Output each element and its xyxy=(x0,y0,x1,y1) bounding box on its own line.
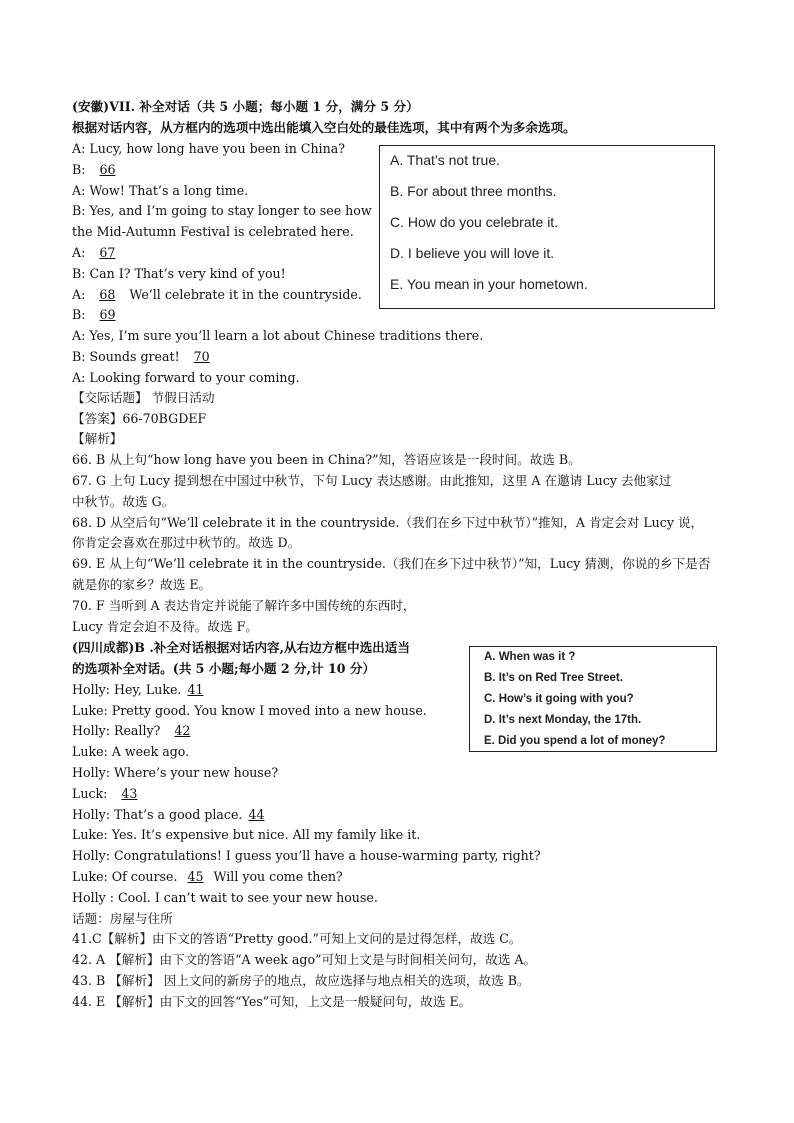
dialogue-line: the Mid-Autumn Festival is celebrated here. xyxy=(72,224,354,239)
option-b: B. For about three months. xyxy=(390,183,557,199)
answer-blank: 66 xyxy=(99,162,116,177)
analysis-line: 66. B 从上句“how long have you been in China?”知，答语应该是一段时间。故选 B。 xyxy=(72,452,581,467)
dialogue-line: Luke: Pretty good. You know I moved into a new house. xyxy=(72,703,427,718)
analysis-line: 67. G 上句 Lucy 提到想在中国过中秋节，下句 Lucy 表达感谢。由此推知，这里 A 在邀请 Lucy 去他家过 xyxy=(72,473,672,488)
options-box xyxy=(469,646,717,752)
analysis-line: 68. D 从空后句“We’ll celebrate it in the countryside.（我们在乡下过中秋节）”推知，A 肯定会对 Lucy 说， xyxy=(72,515,704,530)
dialogue-line: A: 67 xyxy=(72,245,121,261)
dialogue-line: Holly: That’s a good place. 44 xyxy=(72,807,270,823)
answer-blank: 43 xyxy=(121,786,138,801)
dialogue-line: B: 69 xyxy=(72,307,122,323)
option-b: B. It’s on Red Tree Street. xyxy=(484,672,623,684)
dialogue-line: Luke: A week ago. xyxy=(72,744,190,759)
analysis-line: 就是你的家乡？故选 E。 xyxy=(72,577,212,592)
dialogue-line: Luck: 43 xyxy=(72,786,143,802)
answer-blank: 68 xyxy=(99,287,116,302)
analysis-line: 你肯定会喜欢在那过中秋节的。故选 D。 xyxy=(72,535,301,550)
dialogue-line: A: 68 We’ll celebrate it in the countryside. xyxy=(72,287,362,302)
dialogue-line: Holly: Hey, Luke. 41 xyxy=(72,682,209,698)
section-heading: 的选项补全对话。(共 5 小题;每小题 2 分,计 10 分） xyxy=(72,661,376,676)
option-d: D. I believe you will love it. xyxy=(390,245,555,261)
dialogue-line: Holly: Really? 42 xyxy=(72,723,196,739)
option-c: C. How’s it going with you? xyxy=(484,693,634,705)
dialogue-line: B: Can I? That’s very kind of you! xyxy=(72,266,286,281)
answer-blank: 45 xyxy=(187,869,204,884)
option-e: E. Did you spend a lot of money? xyxy=(484,735,666,747)
section-heading: (安徽)VII. 补全对话（共 5 小题；每小题 1 分，满分 5 分） xyxy=(72,99,419,114)
option-d: D. It’s next Monday, the 17th. xyxy=(484,714,642,726)
analysis-line: Lucy 肯定会迫不及待。故选 F。 xyxy=(72,619,258,634)
section-instruction: 根据对话内容，从方框内的选项中选出能填入空白处的最佳选项，其中有两个为多余选项。 xyxy=(72,120,576,135)
dialogue-line: A: Wow! That’s a long time. xyxy=(72,183,249,198)
dialogue-line: Luke: Yes. It’s expensive but nice. All my family like it. xyxy=(72,827,421,842)
dialogue-line: A: Lucy, how long have you been in China? xyxy=(72,141,345,156)
answer-blank: 44 xyxy=(248,807,265,822)
options-box xyxy=(379,145,715,309)
answer-key: 【答案】66-70BGDEF xyxy=(72,411,207,426)
analysis-label: 【解析】 xyxy=(72,431,123,446)
dialogue-line: Holly: Congratulations! I guess you’ll have a house-warming party, right? xyxy=(72,848,541,863)
topic-label: 【交际话题】 节假日活动 xyxy=(72,390,215,405)
dialogue-line: A: Looking forward to your coming. xyxy=(72,370,300,385)
answer-blank: 69 xyxy=(99,307,116,322)
analysis-line: 42. A 【解析】由下文的答语“A week ago”可知上文是与时间相关问句，故选 A。 xyxy=(72,952,537,967)
dialogue-line: B: Sounds great! 70 xyxy=(72,349,216,365)
analysis-line: 70. F 当听到 A 表达肯定并说能了解许多中国传统的东西时， xyxy=(72,598,416,613)
dialogue-line: Holly: Where’s your new house? xyxy=(72,765,279,780)
analysis-line: 41.C【解析】由下文的答语“Pretty good.”可知上文问的是过得怎样，故选 C。 xyxy=(72,931,522,946)
answer-blank: 67 xyxy=(99,245,116,260)
analysis-line: 69. E 从上句“We’ll celebrate it in the countryside.（我们在乡下过中秋节）”知，Lucy 猜测，你说的乡下是否 xyxy=(72,556,711,571)
option-a: A. When was it ? xyxy=(484,651,576,663)
topic-label: 话题：房屋与住所 xyxy=(72,911,173,926)
option-e: E. You mean in your hometown. xyxy=(390,276,588,292)
dialogue-line: B: Yes, and I’m going to stay longer to see how xyxy=(72,203,372,218)
analysis-line: 44. E 【解析】由下文的回答“Yes”可知，上文是一般疑问句，故选 E。 xyxy=(72,994,472,1009)
option-c: C. How do you celebrate it. xyxy=(390,214,559,230)
answer-blank: 70 xyxy=(193,349,210,364)
dialogue-line: A: Yes, I’m sure you’ll learn a lot about Chinese traditions there. xyxy=(72,328,484,343)
section-heading: (四川成都)B .补全对话根据对话内容,从右边方框中选出适当 xyxy=(72,640,410,655)
analysis-line: 中秋节。故选 G。 xyxy=(72,494,175,509)
dialogue-line: B: 66 xyxy=(72,162,122,178)
answer-blank: 41 xyxy=(187,682,204,697)
dialogue-line: Luke: Of course. 45 Will you come then? xyxy=(72,869,343,884)
analysis-line: 43. B 【解析】 因上文问的新房子的地点，故应选择与地点相关的选项，故选 B。 xyxy=(72,973,530,988)
dialogue-line: Holly : Cool. I can’t wait to see your new house. xyxy=(72,890,378,905)
option-a: A. That’s not true. xyxy=(390,152,500,168)
answer-blank: 42 xyxy=(174,723,191,738)
